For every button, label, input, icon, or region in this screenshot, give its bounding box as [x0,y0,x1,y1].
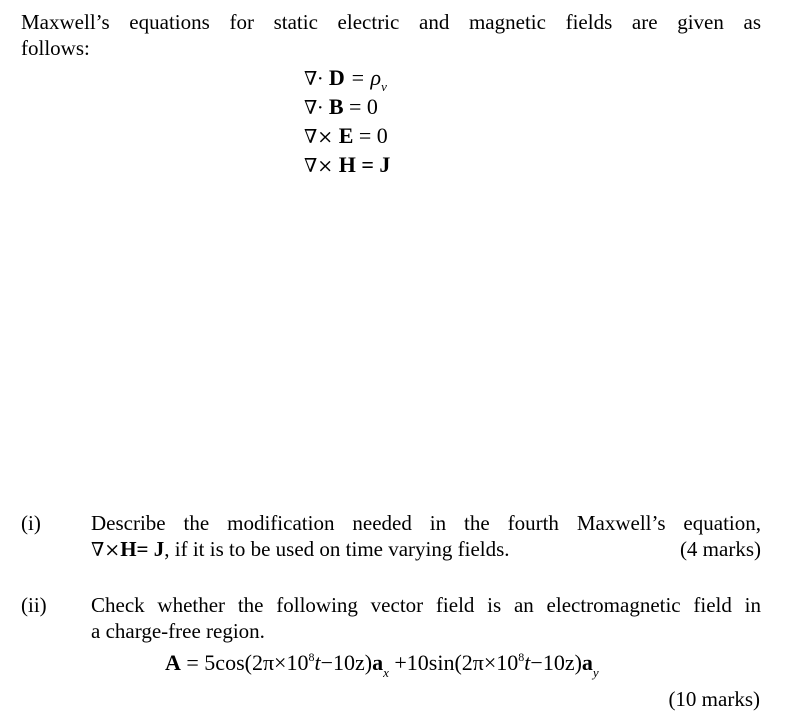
operator: ∇× [304,155,334,177]
marks-label: (4 marks) [679,537,761,561]
field-symbol: B [328,94,344,119]
field-symbol: H [338,152,356,177]
formula-part: −10z) [530,650,582,675]
equation-faraday-static [304,121,390,150]
formula-part: +10sin(2π×10 [388,650,519,675]
formula-exponent: 8 [518,650,525,664]
equation-rhs-subscript: v [381,79,387,94]
question-line-1: Describe the modification needed in the fourth Maxwell’s equation, [91,511,761,535]
operator: ∇· [304,97,324,119]
field-symbol: H [120,537,137,561]
field-symbol: D [328,65,345,90]
operator: ∇× [91,539,121,561]
question-line-2: a charge-free region. [91,619,265,643]
question-line-2 [91,536,761,563]
operator: ∇· [304,68,324,90]
unit-vector: a [372,650,384,675]
question-label: (ii) [21,593,47,617]
question-body [91,592,761,644]
formula-part: = 5cos(2π×10 [180,650,309,675]
maxwell-equations [304,63,390,179]
formula-lhs: A [165,650,181,675]
question-label: (i) [21,511,41,535]
question-line-1: Check whether the following vector field is an electromagnetic field in [91,593,761,617]
marks-label: (10 marks) [668,687,760,711]
formula-variable: t [314,650,321,675]
formula-part: −10z) [320,650,373,675]
intro-paragraph [21,9,761,61]
field-symbol: E [338,123,354,148]
operator: ∇× [304,126,334,148]
vector-field-formula [165,650,599,679]
intro-line-1: Maxwell’s equations for static electric and magnetic fields are given as [21,10,761,34]
unit-vector-subscript: x [383,665,389,680]
intro-line-2: follows: [21,36,90,60]
unit-vector: a [581,650,593,675]
equation-rhs: = 0 [349,94,378,119]
question-text: , if it is to be used on time varying fields. [164,537,510,561]
equation-gauss-law [304,63,390,92]
formula-variable: t [524,650,531,675]
question-body [91,510,761,563]
equation-gauss-magnetism [304,92,390,121]
equation-rhs: = J [136,537,165,561]
equation-ampere-static [304,150,390,179]
equation-rhs: = 0 [358,123,388,148]
equation-rhs: = ρ [350,65,382,90]
formula-exponent: 8 [308,650,315,664]
unit-vector-subscript: y [592,665,599,680]
equation-rhs: = J [361,152,391,177]
